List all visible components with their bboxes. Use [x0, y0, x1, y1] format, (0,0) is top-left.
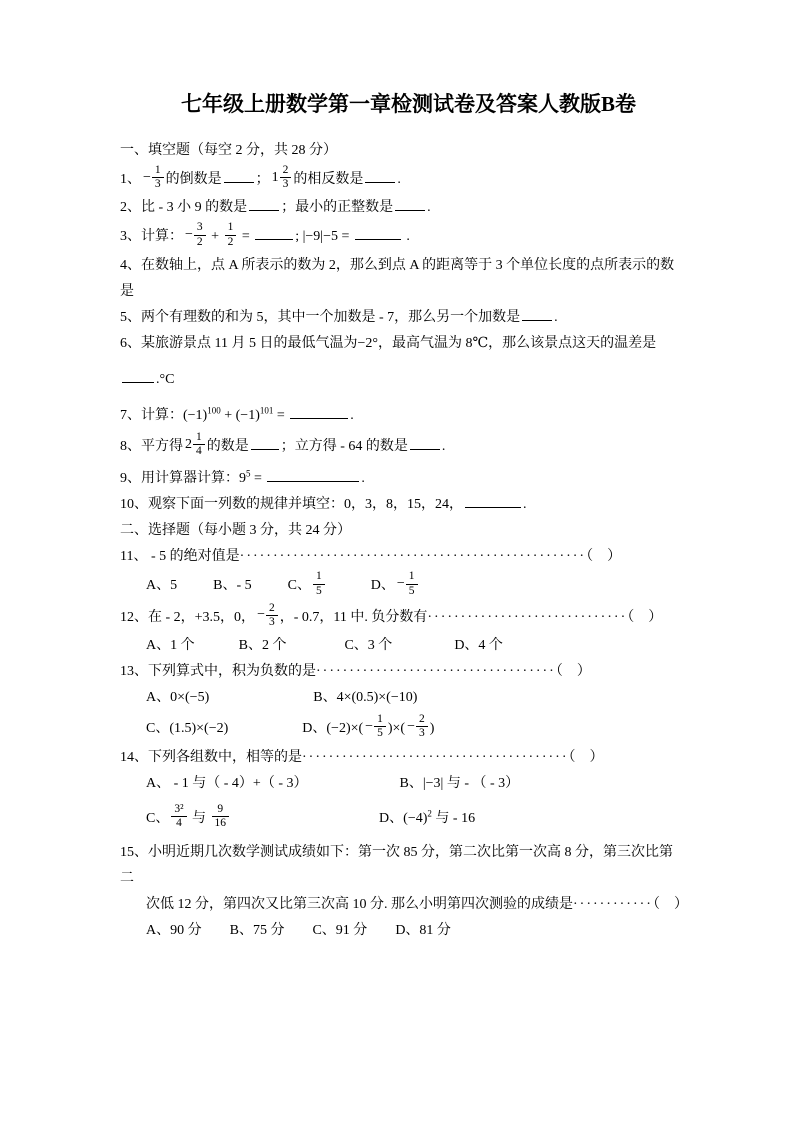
q11-options: [120, 572, 697, 599]
answer-blank: [249, 197, 279, 211]
text-run: A、1 个: [146, 638, 195, 654]
answer-blank: [465, 494, 521, 508]
dot-leader: ······························: [427, 609, 628, 625]
fraction: [212, 803, 230, 830]
text-run: （ ）: [586, 549, 622, 565]
fraction-stack: [225, 221, 237, 248]
answer-blank: [395, 197, 425, 211]
spacer: [202, 933, 230, 934]
spacer: [228, 731, 302, 732]
text-run: 10、观察下面一列数的规律并填空：0，3，8，15，24，: [120, 497, 463, 513]
base: (−1): [183, 407, 208, 423]
text-run: .°C: [156, 371, 175, 387]
text-run: D、81 分: [395, 923, 451, 939]
power-expression: [183, 405, 221, 427]
text-run: B、2 个: [238, 638, 287, 654]
numerator: 2: [280, 164, 292, 178]
spacer: [177, 588, 213, 589]
fraction-stack: [171, 803, 186, 830]
fraction-stack: [313, 570, 325, 597]
text-run: 13、下列算式中，积为负数的是: [120, 664, 316, 680]
denominator: 2: [196, 235, 203, 248]
text-run: 次低 12 分，第四次又比第三次高 10 分. 那么小明第四次测验的成绩是: [146, 897, 573, 913]
fraction-stack: [280, 164, 292, 191]
text-run: ，- 0.7，11 中. 负分数有: [279, 609, 428, 625]
text-run: .: [554, 309, 558, 325]
denominator: 2: [227, 235, 234, 248]
text-run: 的数是: [206, 438, 249, 454]
denominator: 3: [154, 178, 161, 191]
text-run: A、0×(−5): [146, 690, 210, 706]
fraction: [185, 221, 206, 248]
text-run: )×(: [387, 721, 406, 737]
q5: [120, 307, 697, 329]
minus-sign: −: [257, 607, 265, 623]
q9: [120, 468, 697, 490]
minus-sign: −: [185, 227, 193, 243]
text-run: C、: [146, 810, 170, 826]
power-expression: [403, 808, 432, 830]
fraction: [257, 602, 278, 629]
text-run: （ ）: [555, 664, 591, 680]
fraction: [143, 164, 164, 191]
q12: [120, 601, 697, 631]
numerator: 1: [374, 713, 386, 727]
numerator: 2: [416, 713, 428, 727]
fraction-stack: [212, 803, 230, 830]
text-run: 12、在 - 2，+3.5，0，: [120, 609, 256, 625]
answer-blank: [522, 307, 552, 321]
base: (−1): [235, 407, 260, 423]
denominator: 5: [408, 584, 415, 597]
text-run: ；: [255, 171, 270, 187]
spacer: [231, 821, 379, 822]
text-run: 15、小明近期几次数学测试成绩如下：第一次 85 分，第二次比第一次高 8 分，第三次比第: [120, 845, 673, 861]
text-run: 8、平方得: [120, 438, 183, 454]
text-run: （ ）: [627, 609, 663, 625]
dot-leader: ····································: [316, 664, 556, 680]
q12-options: [120, 635, 697, 657]
fraction-stack: [416, 713, 428, 740]
text-run: .: [350, 407, 354, 423]
text-run: A、90 分: [146, 923, 202, 939]
text-run: 的倒数是: [165, 171, 222, 187]
text-run: （ ）: [652, 897, 688, 913]
fraction-stack: [194, 221, 206, 248]
spacer: [209, 700, 313, 701]
q4-line-2: [120, 281, 697, 303]
base: 9: [239, 471, 246, 487]
q6-line-1: [120, 333, 697, 355]
denominator: 3: [418, 727, 425, 740]
fraction: [171, 803, 186, 830]
spacer: [327, 588, 371, 589]
spacer: [308, 786, 400, 787]
text-run: ): [429, 721, 435, 737]
mixed-number: [185, 431, 205, 458]
answer-blank: [224, 169, 254, 183]
text-run: C、3 个: [344, 638, 393, 654]
text-run: D、: [370, 578, 395, 594]
base: (−4): [403, 810, 428, 826]
fraction: [365, 713, 386, 740]
text-run: A、 - 1 与（ - 4）+（ - 3）: [146, 775, 308, 791]
text-run: B、- 5: [213, 578, 252, 594]
text-run: =: [273, 407, 289, 423]
power-expression: [236, 405, 274, 427]
q14-options-ab: [120, 773, 697, 795]
text-run: D、(−2)×(: [302, 721, 364, 737]
q11: [120, 546, 697, 568]
q6-line-2: [120, 369, 697, 391]
text-run: .: [523, 497, 527, 513]
text-run: .: [402, 229, 410, 245]
denominator: 3: [282, 178, 289, 191]
fraction-stack: [266, 602, 278, 629]
text-run: 2、比 - 3 小 9 的数是: [120, 200, 248, 216]
q14-options-cd: [120, 802, 697, 832]
text-run: 与 - 16: [431, 810, 476, 826]
text-run: A、5: [146, 578, 178, 594]
document-body: [120, 140, 697, 942]
mixed-number: [272, 164, 292, 191]
text-run: 1、: [120, 171, 141, 187]
text-run: B、4×(0.5)×(−10): [313, 690, 418, 706]
text-run: 4、在数轴上，点 A 所表示的数为 2，那么到点 A 的距离等于 3 个单位长度的点所表示的数: [120, 257, 675, 273]
denominator: 16: [214, 816, 227, 829]
answer-blank: [251, 436, 279, 450]
answer-blank: [410, 436, 440, 450]
text-run: 6、某旅游景点 11 月 5 日的最低气温为−2°，最高气温为 8℃，那么该景点这天的温差是: [120, 335, 657, 351]
answer-blank: [365, 169, 395, 183]
text-run: =: [238, 229, 254, 245]
minus-sign: −: [143, 169, 151, 185]
text-run: ；最小的正整数是: [281, 200, 394, 216]
minus-sign: −: [396, 576, 405, 592]
text-run: C、91 分: [312, 923, 368, 939]
text-run: .: [441, 438, 446, 454]
text-run: D、: [379, 810, 404, 826]
text-run: B、|−3| 与 - （ - 3）: [399, 775, 520, 791]
numerator: 1: [152, 164, 164, 178]
q13-options-ab: [120, 687, 697, 709]
numerator: 1: [193, 431, 205, 445]
text-run: 11、 - 5 的绝对值是: [120, 549, 240, 565]
q15-line-3: [120, 894, 697, 916]
denominator: 4: [196, 445, 202, 458]
q8: [120, 430, 697, 460]
text-run: 5、两个有理数的和为 5，其中一个加数是 - 7，那么另一个加数是: [120, 309, 521, 325]
text-run: 3、计算：: [120, 229, 183, 245]
q1: [120, 166, 697, 193]
power-expression: [239, 468, 251, 490]
minus-sign: −: [407, 718, 415, 734]
text-run: 与: [188, 810, 210, 826]
text-run: 7、计算：: [120, 407, 183, 423]
q14: [120, 747, 697, 769]
fraction: [313, 570, 325, 597]
text-run: =: [250, 471, 266, 487]
text-run: .: [361, 471, 365, 487]
numerator: 1: [313, 570, 325, 584]
q3: [120, 223, 697, 250]
spacer: [392, 648, 454, 649]
numerator: 1: [406, 570, 418, 584]
text-run: C、(1.5)×(−2): [146, 721, 229, 737]
fraction-stack: [193, 431, 205, 458]
whole-part: 1: [271, 169, 279, 185]
text-run: ; |−9|−5 =: [295, 229, 353, 245]
text-run: 二、选择题（每小题 3 分，共 24 分）: [120, 523, 351, 539]
text-run: 是: [120, 283, 134, 299]
text-run: B、75 分: [229, 923, 285, 939]
q15-line-1: [120, 842, 697, 864]
q2: [120, 197, 697, 219]
text-run: ；立方得 - 64 的数是: [280, 438, 408, 454]
answer-blank: [290, 405, 348, 419]
document-title: 七年级上册数学第一章检测试卷及答案人教版B卷: [180, 92, 636, 116]
exponent: 100: [207, 405, 221, 416]
answer-blank: [355, 226, 401, 240]
numerator: 3: [194, 221, 206, 235]
answer-blank: [255, 226, 293, 240]
text-run: （ ）: [568, 749, 604, 765]
fraction: [407, 713, 428, 740]
text-run: +: [207, 229, 223, 245]
text-run: .: [427, 200, 431, 216]
exponent: 5: [246, 468, 251, 479]
section-1-heading: [120, 140, 697, 162]
dot-leader: ············: [573, 897, 653, 913]
q15-options: [120, 920, 697, 942]
dot-leader: ········································: [302, 749, 569, 765]
q15-line-2: [120, 868, 697, 890]
numerator: 3²: [171, 803, 186, 817]
fraction: [225, 221, 237, 248]
denominator: 5: [377, 727, 383, 740]
text-run: C、: [287, 578, 311, 594]
numerator: 1: [225, 221, 237, 235]
text-run: 一、填空题（每空 2 分，共 28 分）: [120, 143, 337, 158]
fraction-stack: [406, 570, 418, 597]
denominator: 3: [268, 615, 275, 628]
q13: [120, 661, 697, 683]
numerator: 2: [266, 602, 278, 616]
whole-part: 2: [185, 436, 192, 452]
text-run: 的相反数是: [293, 171, 364, 187]
q10: [120, 494, 697, 516]
denominator: 5: [315, 584, 322, 597]
fraction-stack: [374, 713, 386, 740]
answer-blank: [267, 468, 359, 482]
spacer: [252, 588, 288, 589]
fraction: [397, 570, 418, 597]
text-run: .: [397, 171, 401, 187]
exponent: 101: [259, 405, 274, 416]
q13-options-cd: [120, 715, 697, 742]
text-run: D、4 个: [454, 638, 503, 654]
q4-line-1: [120, 255, 697, 277]
denominator: 4: [176, 816, 182, 829]
answer-blank: [122, 369, 154, 383]
text-run: 二: [120, 871, 134, 887]
dot-leader: ····················································: [239, 549, 587, 565]
exponent: 2: [427, 807, 432, 818]
text-run: 9、用计算器计算：: [120, 471, 239, 487]
fraction-stack: [152, 164, 164, 191]
text-run: +: [220, 407, 236, 423]
spacer: [286, 648, 344, 649]
q7: [120, 405, 697, 427]
spacer: [284, 933, 312, 934]
minus-sign: −: [365, 718, 374, 734]
spacer: [195, 648, 239, 649]
section-2-heading: [120, 520, 697, 542]
text-run: 14、下列各组数中，相等的是: [120, 749, 302, 765]
numerator: 9: [212, 803, 230, 817]
spacer: [367, 933, 395, 934]
